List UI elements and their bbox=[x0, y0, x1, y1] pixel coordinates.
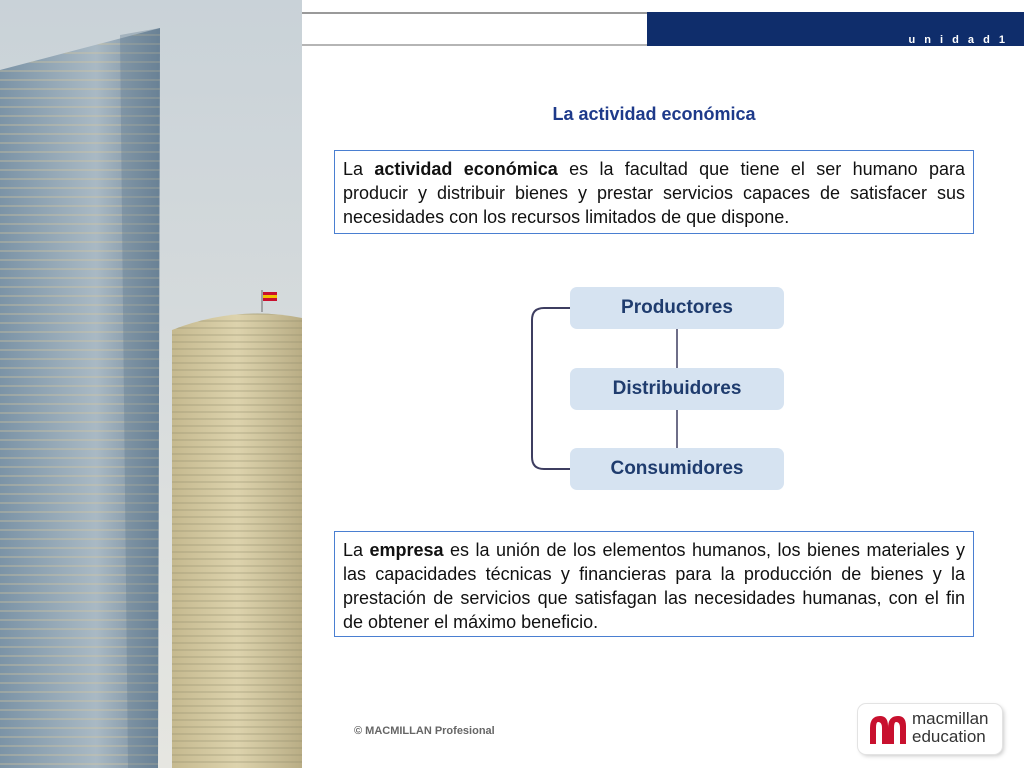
definition-prefix: La bbox=[343, 540, 370, 560]
logo-line-1: macmillan bbox=[912, 709, 989, 728]
economic-agents-diagram bbox=[526, 282, 792, 498]
slide-title: La actividad económica bbox=[552, 104, 756, 124]
skyscraper-photo bbox=[0, 0, 302, 768]
node-distribuidores: Distribuidores bbox=[570, 368, 784, 410]
unit-label: u n i d a d 1 bbox=[908, 34, 1008, 46]
macmillan-mark-icon bbox=[868, 712, 908, 746]
bracket-connector bbox=[532, 308, 570, 469]
logo-line-2: education bbox=[912, 727, 986, 746]
definition-prefix: La bbox=[343, 159, 375, 179]
copyright-notice: © MACMILLAN Profesional bbox=[354, 725, 495, 737]
header-band bbox=[647, 12, 1024, 46]
definition-term: empresa bbox=[369, 540, 444, 560]
definition-box-company bbox=[334, 531, 974, 637]
definition-text: es la unión de los elementos humanos, los bienes materiales y las capacidades técnicas y financieras para la producción de bienes y la prestación de servicios que satisfagan las necesidades humanas, con el fin de obtener el máximo beneficio. bbox=[343, 540, 965, 632]
definition-box-activity bbox=[334, 150, 974, 234]
node-productores: Productores bbox=[570, 287, 784, 329]
macmillan-logo bbox=[858, 704, 1002, 754]
node-consumidores: Consumidores bbox=[570, 448, 784, 490]
definition-term: actividad económica bbox=[374, 159, 558, 179]
header-rule bbox=[302, 12, 647, 46]
definition-text: es la facultad que tiene el ser humano para producir y distribuir bienes y prestar servicios capaces de satisfacer sus necesidades con los recursos limitados de que dispone. bbox=[343, 159, 965, 227]
logo-wordmark bbox=[912, 710, 989, 746]
